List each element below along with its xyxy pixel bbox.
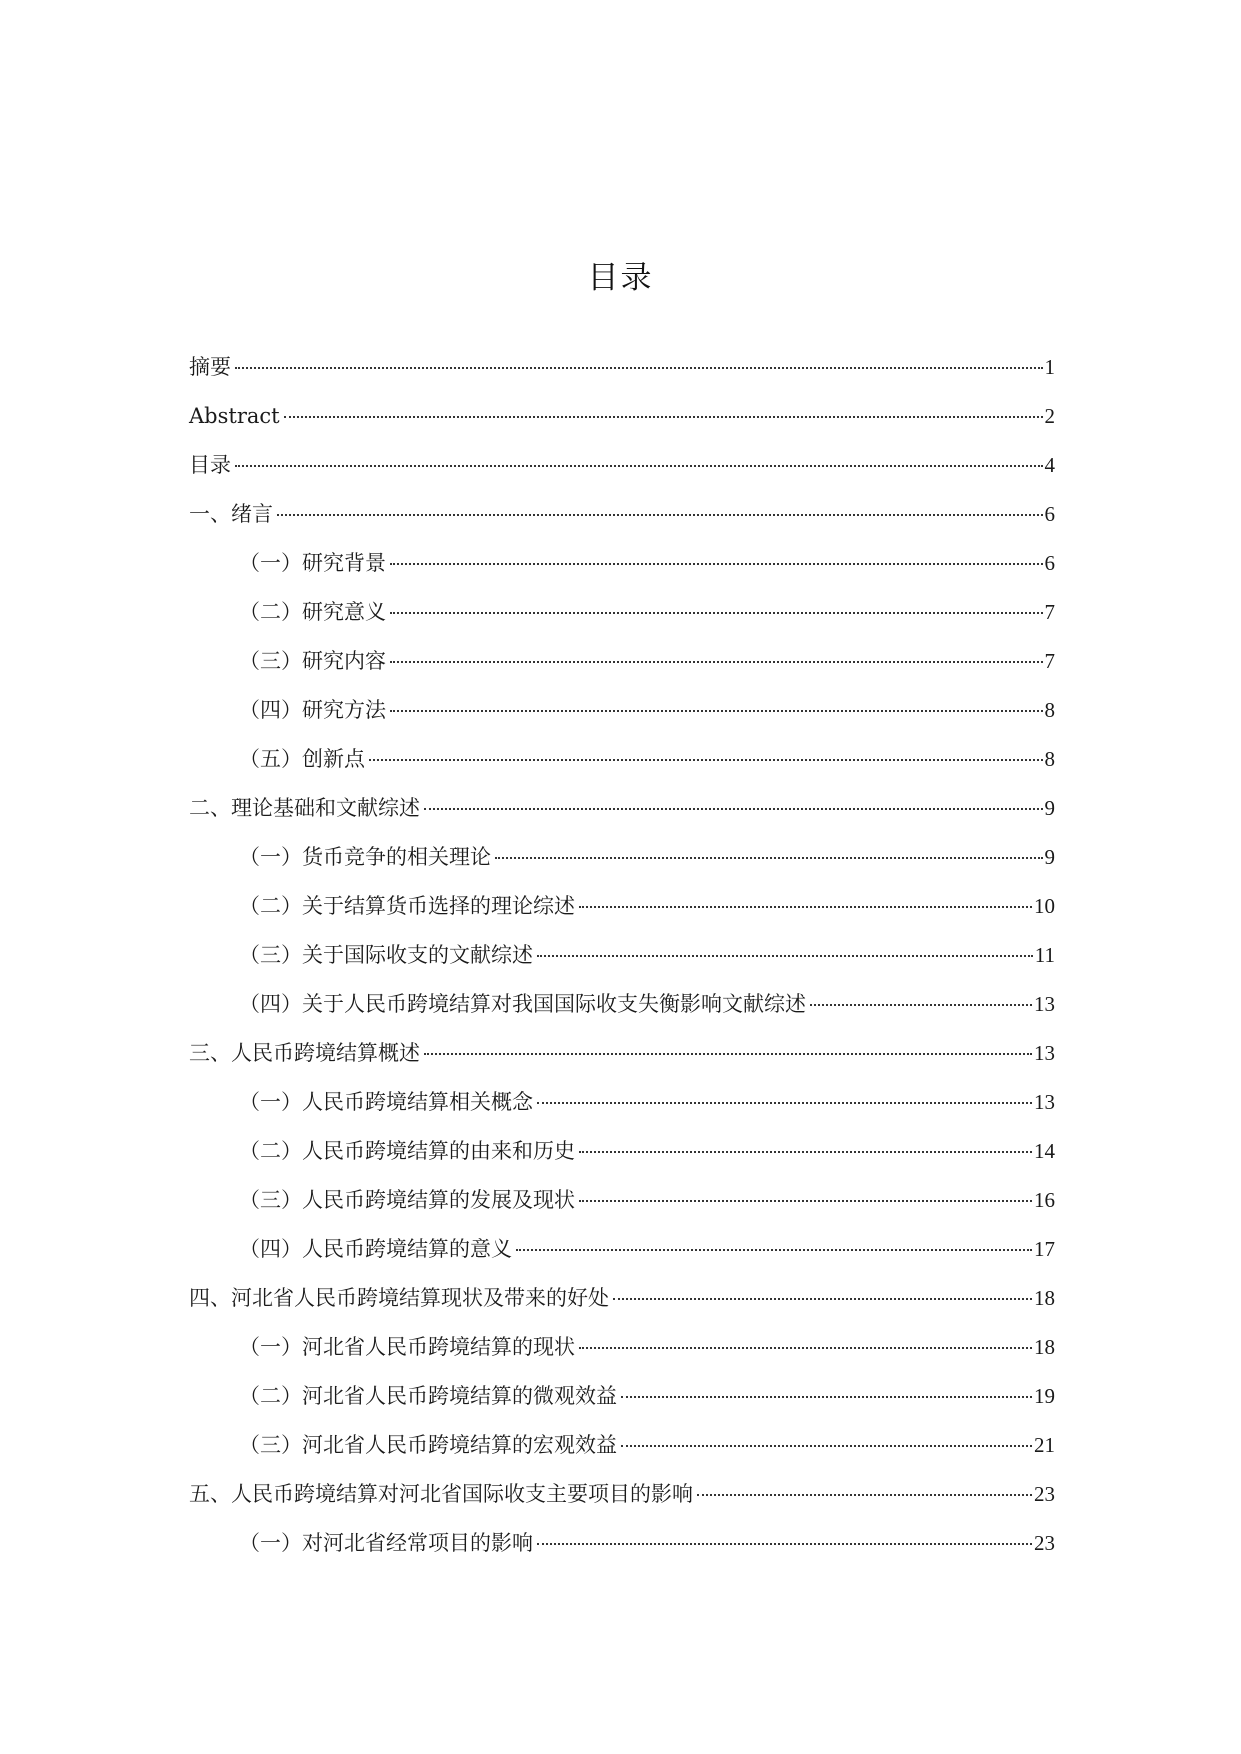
- toc-entry-label: （四）关于人民币跨境结算对我国国际收支失衡影响文献综述: [239, 992, 806, 1016]
- toc-entry-page-number: 17: [1034, 1237, 1055, 1261]
- toc-entry[interactable]: [189, 1528, 1055, 1577]
- toc-entry[interactable]: [189, 891, 1055, 940]
- dot-leader: [369, 759, 1043, 761]
- toc-entry[interactable]: [189, 1136, 1055, 1185]
- page-title: 目录: [587, 260, 654, 296]
- toc-entry-page-number: 9: [1044, 845, 1055, 869]
- toc-entry[interactable]: [189, 744, 1055, 793]
- toc-entry-page-number: 23: [1034, 1482, 1055, 1506]
- toc-entry-label: 五、人民币跨境结算对河北省国际收支主要项目的影响: [189, 1482, 693, 1506]
- dot-leader: [613, 1298, 1032, 1300]
- toc-entry[interactable]: [189, 597, 1055, 646]
- toc-entry[interactable]: [189, 940, 1055, 989]
- dot-leader: [495, 857, 1043, 859]
- toc-entry-label: （一）对河北省经常项目的影响: [239, 1531, 533, 1555]
- toc-entry-page-number: 10: [1034, 894, 1055, 918]
- toc-entry[interactable]: [189, 989, 1055, 1038]
- toc-entry-page-number: 6: [1044, 502, 1055, 526]
- toc-entry[interactable]: [189, 352, 1055, 401]
- dot-leader: [235, 465, 1043, 467]
- toc-entry-label: （四）研究方法: [239, 698, 386, 722]
- toc-entry[interactable]: [189, 1381, 1055, 1430]
- toc-entry-label: （三）研究内容: [239, 649, 386, 673]
- toc-entry[interactable]: [189, 401, 1055, 450]
- dot-leader: [579, 1200, 1032, 1202]
- toc-entry-label: （五）创新点: [239, 747, 365, 771]
- toc-entry-label: Abstract: [189, 404, 280, 428]
- toc-entry-page-number: 13: [1034, 1041, 1055, 1065]
- dot-leader: [277, 514, 1043, 516]
- toc-entry-page-number: 14: [1034, 1139, 1055, 1163]
- toc-entry-label: 二、理论基础和文献综述: [189, 796, 420, 820]
- toc-entry[interactable]: [189, 499, 1055, 548]
- toc-entry-page-number: 18: [1034, 1335, 1055, 1359]
- toc-entry-page-number: 18: [1034, 1286, 1055, 1310]
- toc-entry[interactable]: [189, 1234, 1055, 1283]
- toc-entry-page-number: 13: [1034, 992, 1055, 1016]
- toc-entry-label: （三）河北省人民币跨境结算的宏观效益: [239, 1433, 617, 1457]
- dot-leader: [537, 1102, 1032, 1104]
- toc-entry-page-number: 1: [1044, 355, 1055, 379]
- toc-entry[interactable]: [189, 842, 1055, 891]
- toc-entry-page-number: 8: [1044, 747, 1055, 771]
- table-of-contents: [189, 352, 1055, 1577]
- dot-leader: [579, 906, 1032, 908]
- toc-entry-page-number: 21: [1034, 1433, 1055, 1457]
- dot-leader: [537, 1543, 1032, 1545]
- toc-entry[interactable]: [189, 646, 1055, 695]
- dot-leader: [579, 1151, 1032, 1153]
- toc-entry-page-number: 16: [1034, 1188, 1055, 1212]
- toc-entry-page-number: 8: [1044, 698, 1055, 722]
- toc-entry-label: （四）人民币跨境结算的意义: [239, 1237, 512, 1261]
- toc-entry-page-number: 7: [1044, 649, 1055, 673]
- toc-entry-label: （三）人民币跨境结算的发展及现状: [239, 1188, 575, 1212]
- toc-entry-label: 四、河北省人民币跨境结算现状及带来的好处: [189, 1286, 609, 1310]
- toc-entry-label: （一）货币竞争的相关理论: [239, 845, 491, 869]
- dot-leader: [284, 416, 1043, 418]
- dot-leader: [424, 808, 1043, 810]
- toc-entry-label: （二）研究意义: [239, 600, 386, 624]
- toc-entry[interactable]: [189, 450, 1055, 499]
- toc-entry-label: （三）关于国际收支的文献综述: [239, 943, 533, 967]
- dot-leader: [516, 1249, 1032, 1251]
- dot-leader: [390, 661, 1043, 663]
- toc-entry[interactable]: [189, 1332, 1055, 1381]
- dot-leader: [390, 612, 1043, 614]
- toc-entry[interactable]: [189, 1087, 1055, 1136]
- toc-entry-label: 摘要: [189, 355, 231, 379]
- dot-leader: [621, 1445, 1032, 1447]
- dot-leader: [579, 1347, 1032, 1349]
- toc-entry-page-number: 19: [1034, 1384, 1055, 1408]
- toc-entry[interactable]: [189, 1283, 1055, 1332]
- toc-entry-page-number: 23: [1034, 1531, 1055, 1555]
- toc-entry[interactable]: [189, 1185, 1055, 1234]
- toc-entry[interactable]: [189, 793, 1055, 842]
- toc-entry[interactable]: [189, 1038, 1055, 1087]
- toc-entry-label: 三、人民币跨境结算概述: [189, 1041, 420, 1065]
- toc-entry-label: （一）研究背景: [239, 551, 386, 575]
- toc-entry-label: （一）人民币跨境结算相关概念: [239, 1090, 533, 1114]
- toc-entry-label: 一、绪言: [189, 502, 273, 526]
- toc-entry-page-number: 4: [1044, 453, 1055, 477]
- toc-entry-page-number: 7: [1044, 600, 1055, 624]
- toc-entry-label: （二）关于结算货币选择的理论综述: [239, 894, 575, 918]
- toc-entry[interactable]: [189, 1479, 1055, 1528]
- dot-leader: [390, 563, 1043, 565]
- dot-leader: [697, 1494, 1032, 1496]
- toc-entry[interactable]: [189, 548, 1055, 597]
- toc-entry-label: 目录: [189, 453, 231, 477]
- toc-entry-page-number: 6: [1044, 551, 1055, 575]
- dot-leader: [621, 1396, 1032, 1398]
- toc-entry[interactable]: [189, 1430, 1055, 1479]
- dot-leader: [424, 1053, 1032, 1055]
- dot-leader: [810, 1004, 1032, 1006]
- toc-entry-page-number: 9: [1044, 796, 1055, 820]
- dot-leader: [235, 367, 1043, 369]
- dot-leader: [537, 955, 1033, 957]
- toc-entry-page-number: 13: [1034, 1090, 1055, 1114]
- toc-entry-page-number: 2: [1044, 404, 1055, 428]
- toc-entry[interactable]: [189, 695, 1055, 744]
- toc-entry-label: （二）河北省人民币跨境结算的微观效益: [239, 1384, 617, 1408]
- toc-entry-label: （二）人民币跨境结算的由来和历史: [239, 1139, 575, 1163]
- toc-entry-label: （一）河北省人民币跨境结算的现状: [239, 1335, 575, 1359]
- toc-entry-page-number: 11: [1034, 943, 1055, 967]
- dot-leader: [390, 710, 1043, 712]
